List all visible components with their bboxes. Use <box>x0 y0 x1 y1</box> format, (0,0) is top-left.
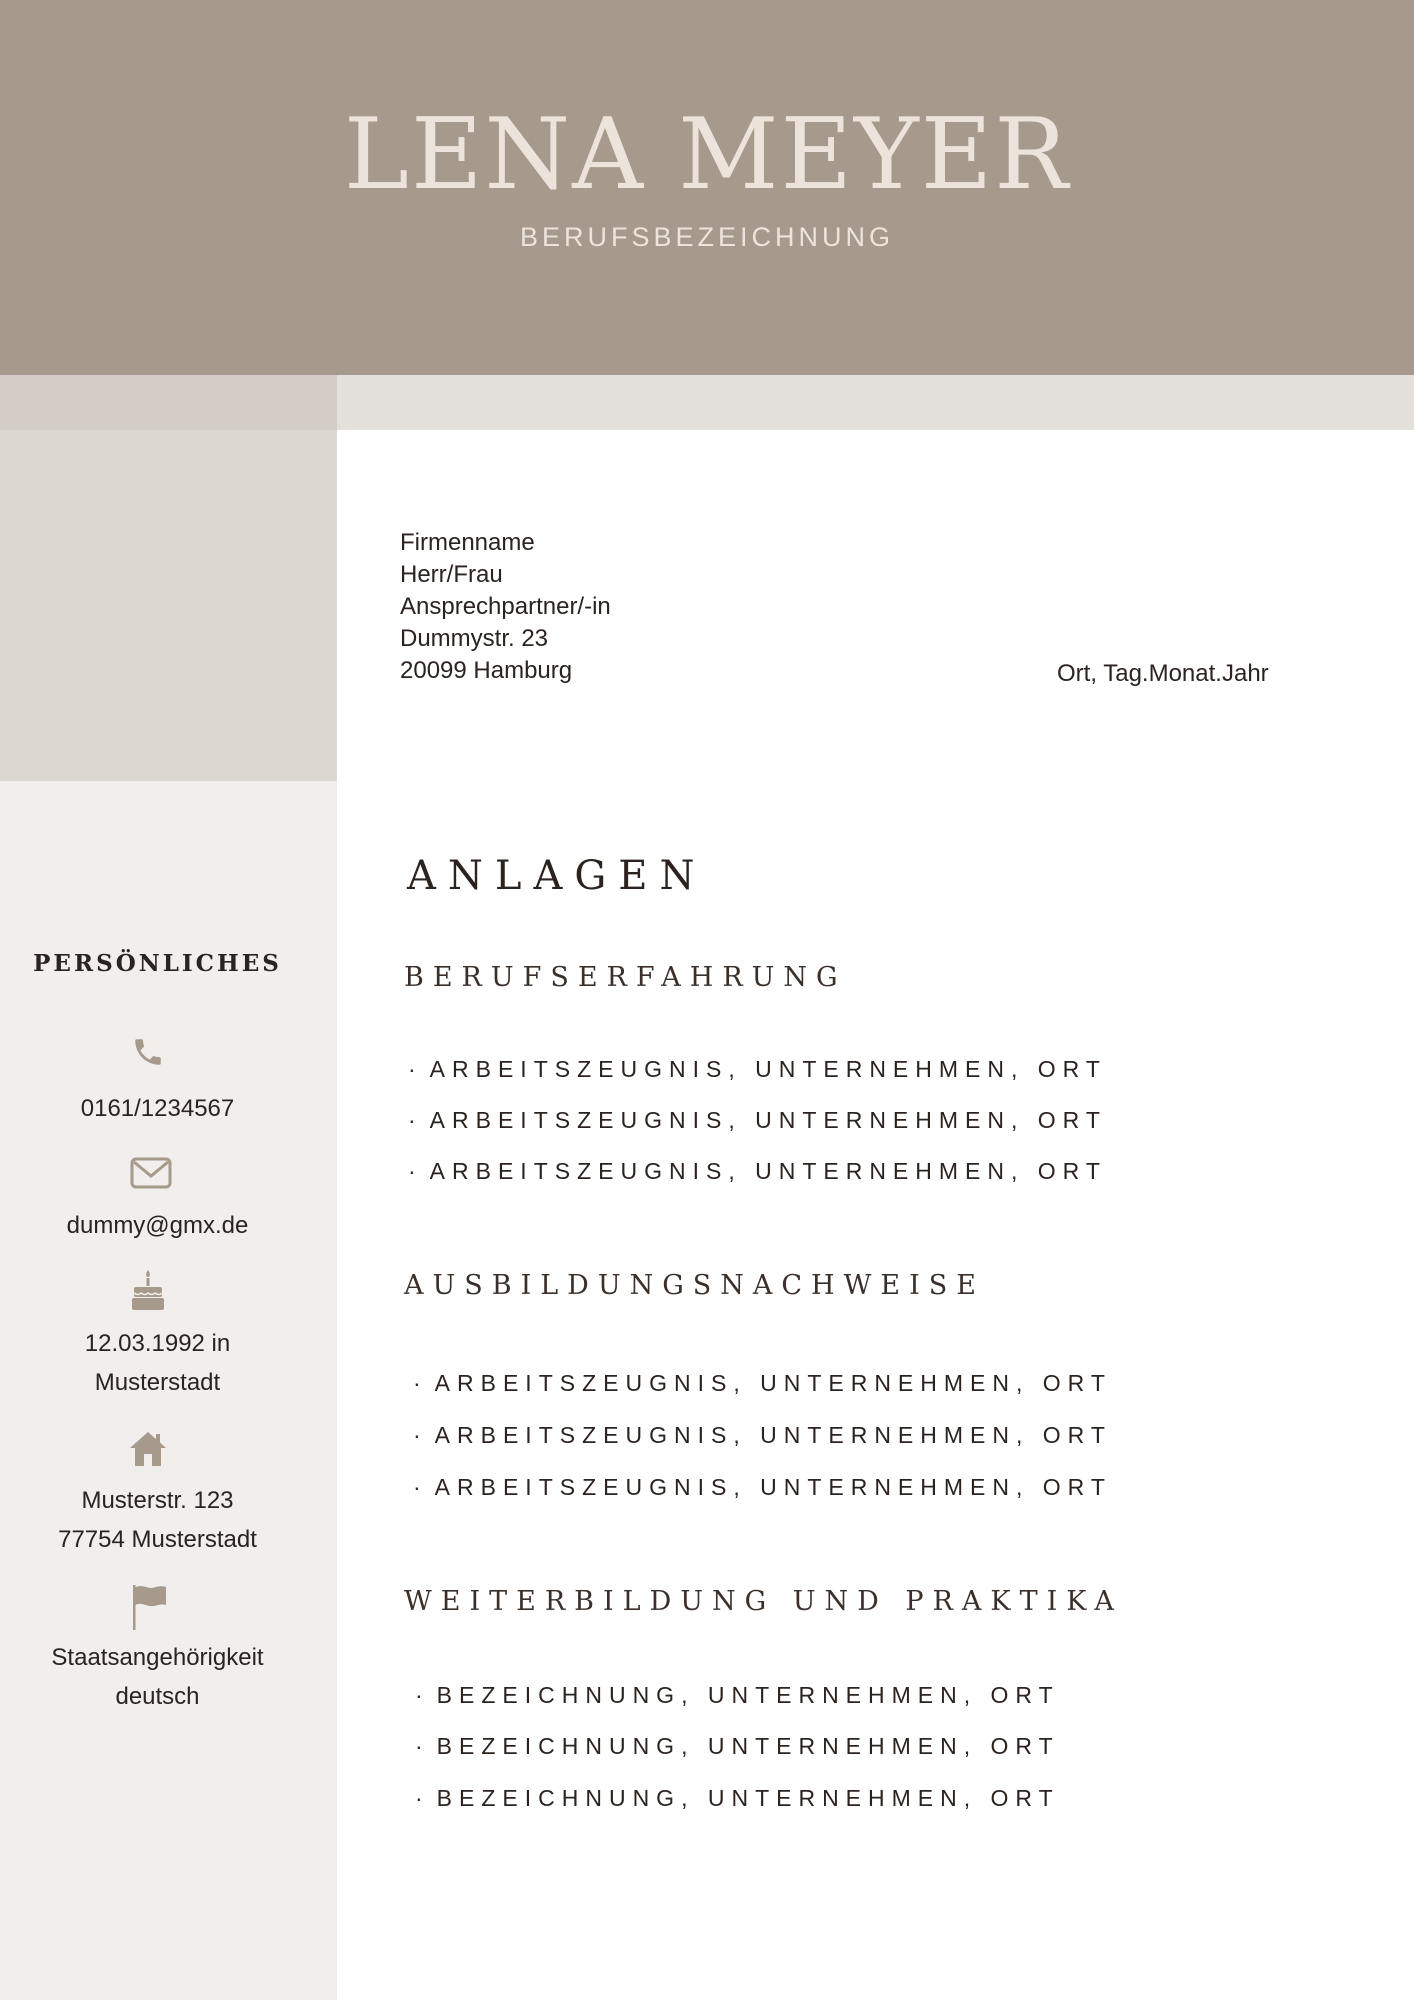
list-item: · ARBEITSZEUGNIS, UNTERNEHMEN, ORT <box>408 1158 1107 1184</box>
page-title: ANLAGEN <box>407 853 707 899</box>
list-item: · ARBEITSZEUGNIS, UNTERNEHMEN, ORT <box>413 1370 1112 1396</box>
recipient-street: Dummystr. 23 <box>400 625 549 652</box>
band-left <box>0 375 337 430</box>
sidebar-top-block <box>0 430 337 781</box>
nationality-value: deutsch <box>115 1683 200 1710</box>
job-title: BERUFSBEZEICHNUNG <box>519 222 895 252</box>
recipient-address <box>400 527 611 687</box>
city-address: 77754 Musterstadt <box>58 1526 257 1553</box>
letter-date: Ort, Tag.Monat.Jahr <box>1057 660 1269 687</box>
list-item: · ARBEITSZEUGNIS, UNTERNEHMEN, ORT <box>413 1422 1112 1448</box>
list-item: · BEZEICHNUNG, UNTERNEHMEN, ORT <box>415 1682 1060 1708</box>
cake-icon <box>128 1268 168 1312</box>
list-item: · ARBEITSZEUGNIS, UNTERNEHMEN, ORT <box>413 1474 1112 1500</box>
home-icon <box>128 1430 168 1468</box>
band-right <box>337 375 1414 430</box>
email-address: dummy@gmx.de <box>66 1212 249 1239</box>
section-title-weiterbildung: WEITERBILDUNG UND PRAKTIKA <box>404 1586 1123 1617</box>
mail-icon <box>130 1157 172 1189</box>
personal-section-title: PERSÖNLICHES <box>33 950 282 977</box>
applicant-name: LENA MEYER <box>343 98 1071 212</box>
phone-icon <box>131 1035 165 1069</box>
nationality-label: Staatsangehörigkeit <box>51 1644 264 1671</box>
recipient-company: Firmenname <box>400 529 535 556</box>
birth-date: 12.03.1992 in <box>84 1330 231 1357</box>
birth-place: Musterstadt <box>94 1369 221 1396</box>
recipient-salutation: Herr/Frau <box>400 561 503 588</box>
list-item: · BEZEICHNUNG, UNTERNEHMEN, ORT <box>415 1785 1060 1811</box>
list-item: · ARBEITSZEUGNIS, UNTERNEHMEN, ORT <box>408 1107 1107 1133</box>
list-item: · BEZEICHNUNG, UNTERNEHMEN, ORT <box>415 1733 1060 1759</box>
list-item: · ARBEITSZEUGNIS, UNTERNEHMEN, ORT <box>408 1056 1107 1082</box>
phone-number: 0161/1234567 <box>80 1095 235 1122</box>
street-address: Musterstr. 123 <box>81 1487 234 1514</box>
recipient-city: 20099 Hamburg <box>400 657 573 684</box>
recipient-contact: Ansprechpartner/-in <box>400 593 611 620</box>
header-banner <box>0 0 1414 375</box>
section-title-ausbildungsnachweise: AUSBILDUNGSNACHWEISE <box>404 1270 985 1301</box>
flag-icon <box>130 1583 170 1631</box>
section-title-berufserfahrung: BERUFSERFAHRUNG <box>404 962 847 993</box>
